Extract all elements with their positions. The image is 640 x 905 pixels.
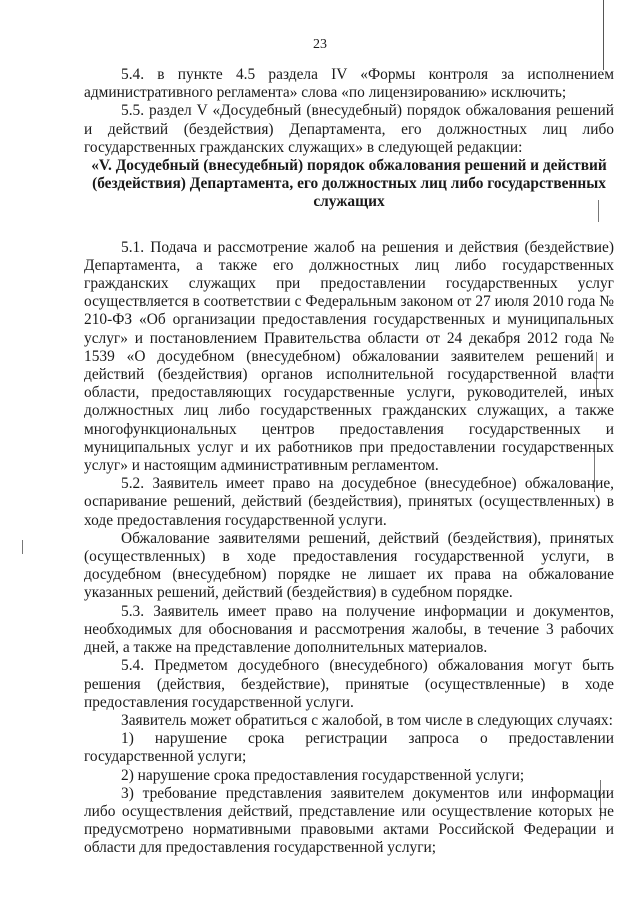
paragraph: Заявитель может обратиться с жалобой, в том числе в следующих случаях: <box>121 711 613 729</box>
list-item: 1) нарушение срока регистрации запроса о предоставлении государственной услуги; <box>84 730 614 766</box>
list-item: 3) требование представления заявителем документов или информации либо осуществления действий, представление или осуществление которых не предусмотрено нормативными правовыми актами Российской Федерации и области для предоставления государственной услуги; <box>84 784 614 857</box>
paragraph: 5.5. раздел V «Досудебный (внесудебный) порядок обжалования решений и действий (бездействия) Департамента, его должностных лиц либо государственных гражданских служащих» в следующей редакции: <box>84 102 614 156</box>
paragraph: Обжалование заявителями решений, действий (бездействия), принятых (осуществленных) в ходе предоставления государственной услуги, в досудебном (внесудебном) порядке не лишает их права на обжалование указанных решений, действий (бездействия) в судебном порядке. <box>84 529 614 602</box>
scan-edge-line <box>603 0 604 70</box>
list-item: 2) нарушение срока предоставления государственной услуги; <box>121 766 525 784</box>
section-heading: «V. Досудебный (внесудебный) порядок обжалования решений и действий (бездействия) Департамента, его должностных лиц либо государственных служащих <box>91 157 607 211</box>
page-number: 23 <box>313 37 327 52</box>
paragraph: 5.3. Заявитель имеет право на получение информации и документов, необходимых для обоснования и рассмотрения жалобы, в течение 3 рабочих дней, а также на представление дополнительных материалов. <box>84 602 614 657</box>
paragraph: 5.4. Предметом досудебного (внесудебного) обжалования могут быть решения (действия, бездействие), принятые (осуществленные) в ходе предоставления государственной услуги. <box>84 657 614 711</box>
paragraph: 5.4. в пункте 4.5 раздела IV «Формы контроля за исполнением административного регламента» слова «по лицензированию» исключить; <box>84 66 614 102</box>
document-body <box>84 66 614 858</box>
paragraph: 5.1. Подача и рассмотрение жалоб на решения и действия (бездействие) Департамента, а также его должностных лиц либо государственных гражданских служащих при предоставлении государственных услуг осуществляется в соответствии с Федеральным законом от 27 июля 2010 года № 210-ФЗ «Об организации предоставления государственных и муниципальных услуг» и постановлением Правительства области от 24 декабря 2012 года № 1539 «О досудебном (внесудебном) обжаловании заявителем решений и действий (бездействия) органов исполнительной государственной власти области, предоставляющих государственные услуги, руководителей, иных должностных лиц либо государственных гражданских служащих, а также многофункциональных центров предоставления государственных и муниципальных услуг и их работников при предоставлении государственных услуг» и настоящим административным регламентом. <box>84 238 614 475</box>
paragraph: 5.2. Заявитель имеет право на досудебное (внесудебное) обжалование, оспаривание решений, действий (бездействия), принятых (осуществленных) в ходе предоставления государственной услуги. <box>84 475 614 529</box>
scan-mark <box>22 540 23 554</box>
